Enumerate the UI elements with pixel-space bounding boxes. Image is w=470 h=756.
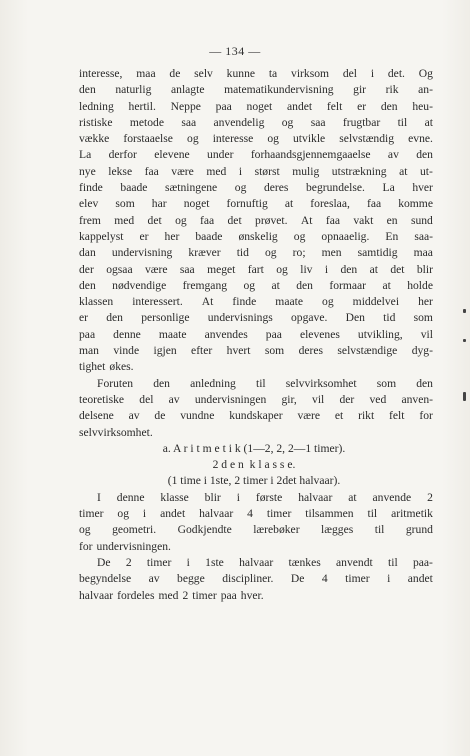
text-line: selvvirksomhet. <box>79 425 153 439</box>
text-line: vække forstaaelse og interesse og utvikle selvstændig evne. <box>79 132 433 146</box>
text-line: man vinde igjen efter hvert som deres selvstændige dyg- <box>79 344 433 358</box>
text-line: timer og i andet halvaar 4 timer tilsammen til aritmetik <box>79 507 433 521</box>
text-line: De 2 timer i 1ste halvaar tænkes anvendt til paa- <box>97 555 433 569</box>
text-line: La derfor elevene under forhaandsgjennemgaaelse av den <box>79 148 433 162</box>
text-line: (1 time i 1ste, 2 timer i 2det halvaar). <box>167 474 341 488</box>
text-line: frem med det og faa det prøvet. At faa vakt en sund <box>79 213 433 227</box>
text-line: ledning hertil. Neppe paa noget andet felt er den heu- <box>79 99 433 113</box>
text-line: tighet økes. <box>79 360 134 374</box>
text-line: og geometri. Godkjendte lærebøker lægges til grund <box>79 523 433 537</box>
text-line: for undervisningen. <box>79 539 171 553</box>
text-line: halvaar fordeles med 2 timer paa hver. <box>79 588 264 602</box>
text-line: nye lekse faa være med i størst mulig utstrækning at ut- <box>79 164 433 178</box>
text-line: er den personlige undervisnings opgave. Den tid som <box>79 311 433 325</box>
text-line: den naturlig anlagte matematikundervisning gir rik an- <box>79 83 433 97</box>
text-line: begyndelse av begge discipliner. De 4 timer i andet <box>79 572 433 586</box>
text-line: a. A r i t m e t i k (1—2, 2, 2—1 timer). <box>162 441 346 455</box>
text-line: elev som har noget fornuftig at foreslaa, faa komme <box>79 197 433 211</box>
page-number: — 134 — <box>209 44 261 58</box>
text-line: I denne klasse blir i første halvaar at anvende 2 <box>97 490 433 504</box>
margin-mark <box>463 339 466 342</box>
text-line: klassen interessert. At finde maate og middelvei her <box>79 295 433 309</box>
text-line: Foruten den anledning til selvvirksomhet som den <box>97 376 433 390</box>
text-line: ristiske metode saa anvendelig og saa frugtbar til at <box>79 115 433 129</box>
text-line: paa denne maate anvendes paa elevenes utvikling, vil <box>79 327 433 341</box>
text-line: dan undervisning kræver tid og ro; men samtidig maa <box>79 246 433 260</box>
text-line: delsene av de vundne kundskaper være et rikt felt for <box>79 409 433 423</box>
text-line: finde baade sætningene og deres begrundelse. La hver <box>79 181 433 195</box>
text-line: interesse, maa de selv kunne ta virksom del i det. Og <box>79 67 433 80</box>
text-line: den nødvendige fremgang og at den formaar at holde <box>79 278 433 292</box>
margin-mark <box>463 309 466 313</box>
text-line: 2 d e n k l a s s e. <box>212 458 296 472</box>
text-line: kappelyst er her baade ønskelig og opnaaelig. En saa- <box>79 229 433 243</box>
text-line: der ogsaa være saa meget fart og liv i den at det blir <box>79 262 433 276</box>
margin-mark <box>463 392 466 401</box>
body-text <box>79 66 433 604</box>
text-line: teoretiske del av undervisningen gir, vil der ved anven- <box>79 392 433 406</box>
